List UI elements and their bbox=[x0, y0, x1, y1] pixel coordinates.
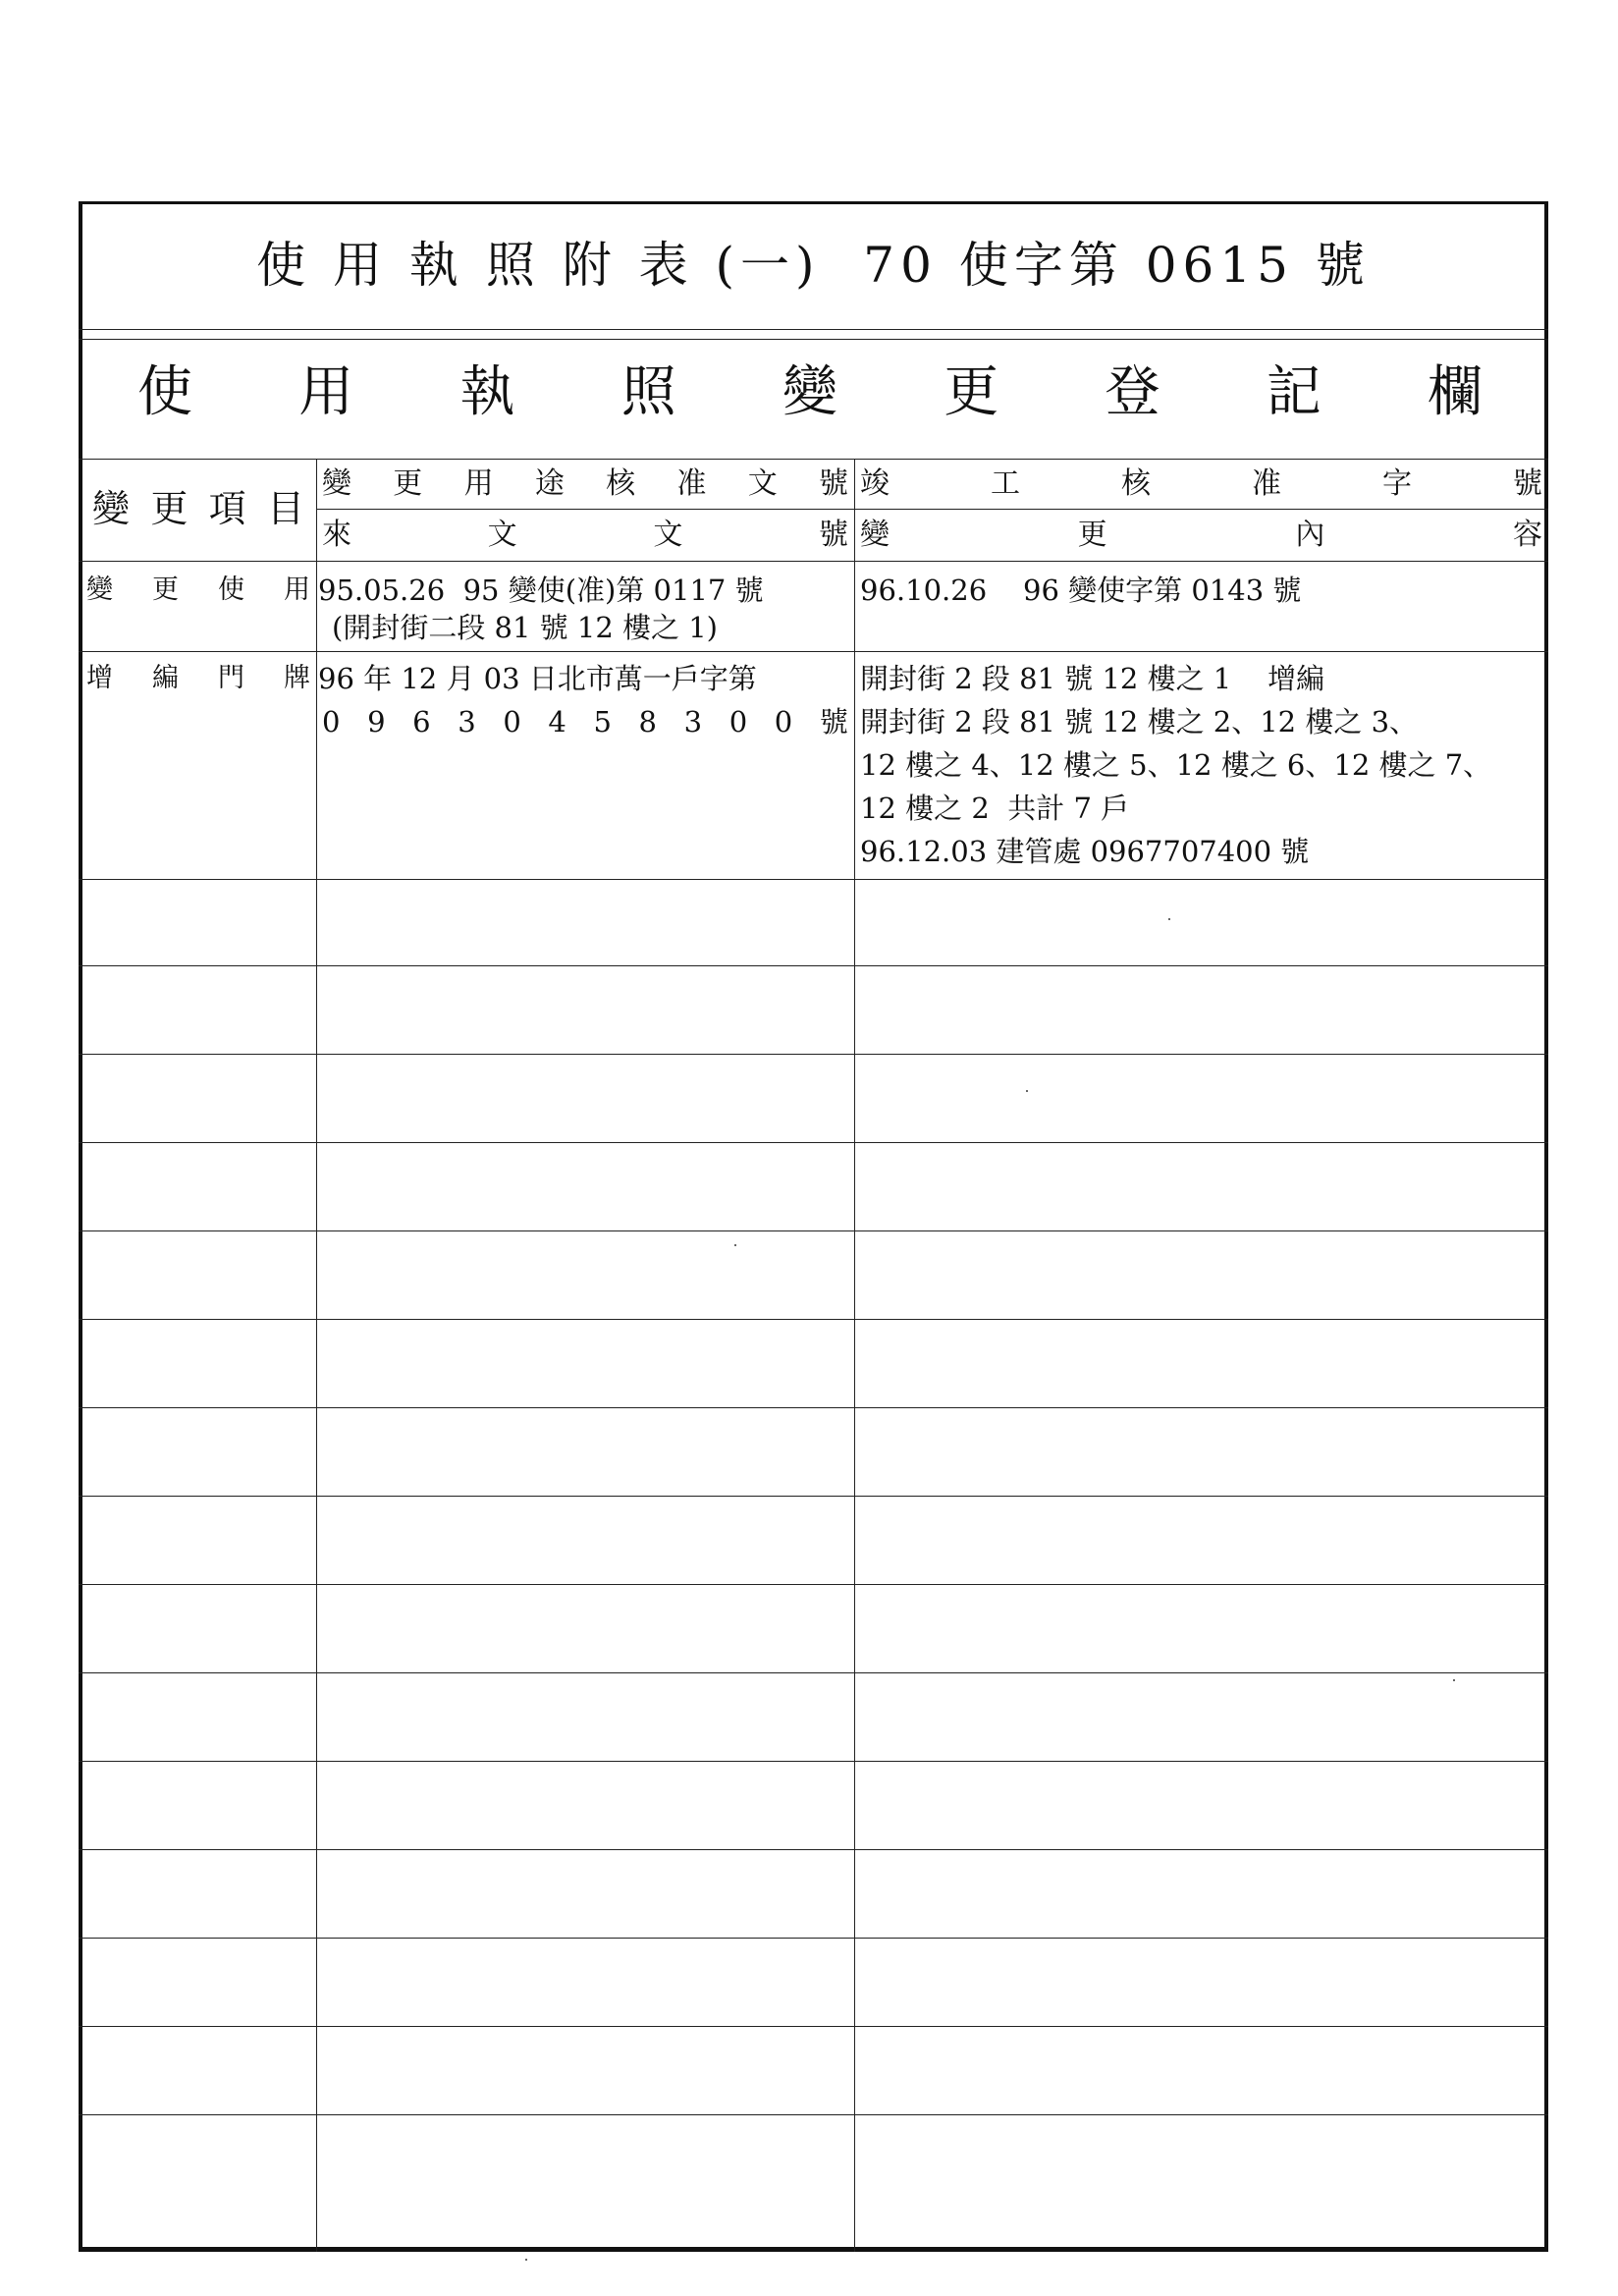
item-char: 變 bbox=[86, 574, 113, 605]
header-char: 文 bbox=[747, 466, 778, 501]
doc-digit: 5 bbox=[593, 705, 612, 738]
doc-digit: 3 bbox=[683, 705, 703, 738]
form-title: 使 用 執 照 附 表 (一) 70 使字第 0615 號 bbox=[256, 237, 1371, 294]
header-char: 更 bbox=[393, 466, 423, 501]
header-char: 內 bbox=[1295, 518, 1325, 552]
item-char: 用 bbox=[284, 574, 310, 605]
divider-blank-11 bbox=[79, 1849, 1548, 1850]
section-title-char: 照 bbox=[620, 360, 676, 424]
doc-digit: 4 bbox=[548, 705, 566, 738]
column-divider-left bbox=[316, 459, 317, 2252]
divider-blank-3 bbox=[79, 1142, 1548, 1143]
header-completion-approval-no bbox=[860, 463, 1542, 506]
scan-speck bbox=[525, 2259, 527, 2261]
header-char: 字 bbox=[1382, 466, 1412, 501]
scan-speck bbox=[1026, 1090, 1028, 1092]
header-char: 工 bbox=[991, 466, 1020, 501]
row-1-item bbox=[86, 569, 310, 612]
divider-blank-2 bbox=[79, 1054, 1548, 1055]
divider-blank-4 bbox=[79, 1230, 1548, 1231]
header-char: 目 bbox=[266, 487, 304, 530]
row-2-content-line-2: 開封街 2 段 81 號 12 樓之 2、12 樓之 3、 bbox=[860, 705, 1419, 738]
header-char: 竣 bbox=[860, 466, 890, 501]
row-2-content-line-5: 96.12.03 建管處 0967707400 號 bbox=[860, 835, 1310, 868]
section-title-char: 更 bbox=[944, 360, 999, 424]
divider-blank-8 bbox=[79, 1584, 1548, 1585]
doc-digit: 9 bbox=[367, 705, 386, 738]
header-char: 變 bbox=[322, 466, 351, 501]
doc-digit: 6 bbox=[412, 705, 431, 738]
divider-title bbox=[79, 329, 1548, 330]
divider-header-bottom bbox=[79, 561, 1548, 562]
scan-speck bbox=[734, 1244, 736, 1246]
header-char: 來 bbox=[322, 518, 351, 552]
row-1-content-line: 96.10.26 96 變使字第 0143 號 bbox=[860, 574, 1302, 607]
item-char: 更 bbox=[152, 574, 179, 605]
divider-row-1 bbox=[79, 651, 1548, 652]
divider-blank-7 bbox=[79, 1496, 1548, 1497]
doc-digit: 0 bbox=[728, 705, 748, 738]
header-incoming-doc-no bbox=[322, 514, 848, 557]
header-char: 號 bbox=[818, 466, 848, 501]
divider-blank-1 bbox=[79, 965, 1548, 966]
divider-blank-13 bbox=[79, 2026, 1548, 2027]
section-title-char: 記 bbox=[1266, 360, 1321, 424]
header-char: 途 bbox=[534, 466, 565, 501]
scan-speck bbox=[1168, 918, 1170, 920]
header-char: 文 bbox=[653, 518, 683, 552]
header-char: 號 bbox=[1513, 466, 1542, 501]
section-title bbox=[137, 349, 1483, 427]
header-char: 准 bbox=[1252, 466, 1281, 501]
doc-digit: 3 bbox=[458, 705, 476, 738]
header-approval-doc-no bbox=[322, 463, 848, 506]
header-char: 號 bbox=[818, 518, 848, 552]
header-char: 變 bbox=[92, 487, 131, 530]
row-1-doc-line-1: 95.05.26 95 變使(准)第 0117 號 bbox=[318, 574, 764, 607]
section-title-char: 執 bbox=[459, 360, 515, 424]
header-char: 更 bbox=[150, 487, 189, 530]
header-char: 項 bbox=[208, 487, 246, 530]
doc-digit: 0 bbox=[322, 705, 341, 738]
header-char: 用 bbox=[463, 466, 494, 501]
registration-form bbox=[79, 201, 1548, 2252]
row-2-content-line-3: 12 樓之 4、12 樓之 5、12 樓之 6、12 樓之 7、 bbox=[860, 748, 1492, 782]
header-char: 准 bbox=[676, 466, 707, 501]
row-2-content-line-4: 12 樓之 2 共計 7 戶 bbox=[860, 792, 1130, 825]
section-title-char: 登 bbox=[1105, 360, 1160, 424]
section-title-char: 變 bbox=[782, 360, 837, 424]
column-divider-right bbox=[854, 459, 855, 2252]
doc-digit: 號 bbox=[819, 705, 848, 738]
divider-section bbox=[79, 459, 1548, 460]
section-title-char: 使 bbox=[137, 360, 192, 424]
header-char: 核 bbox=[1121, 466, 1151, 501]
row-2-doc-number bbox=[322, 700, 848, 743]
divider-blank-5 bbox=[79, 1319, 1548, 1320]
row-1-doc-line-2: (開封街二段 81 號 12 樓之 1) bbox=[332, 611, 718, 644]
doc-digit: 0 bbox=[774, 705, 793, 738]
header-change-item bbox=[92, 487, 304, 530]
item-char: 牌 bbox=[284, 663, 310, 693]
item-char: 使 bbox=[218, 574, 244, 605]
header-char: 文 bbox=[487, 518, 517, 552]
divider-blank-9 bbox=[79, 1672, 1548, 1673]
divider-blank-12 bbox=[79, 1938, 1548, 1939]
header-change-content bbox=[860, 514, 1542, 557]
doc-digit: 0 bbox=[503, 705, 521, 738]
scan-speck bbox=[1453, 1679, 1455, 1681]
item-char: 門 bbox=[218, 663, 244, 693]
header-char: 核 bbox=[606, 466, 636, 501]
divider-blank-10 bbox=[79, 1761, 1548, 1762]
row-2-doc-line-1: 96 年 12 月 03 日北市萬一戶字第 bbox=[318, 662, 757, 695]
section-title-char: 欄 bbox=[1428, 360, 1483, 424]
divider-title-double bbox=[79, 339, 1548, 340]
header-char: 更 bbox=[1077, 518, 1107, 552]
header-char: 容 bbox=[1512, 518, 1542, 552]
doc-digit: 8 bbox=[638, 705, 657, 738]
item-char: 編 bbox=[152, 663, 179, 693]
header-char: 變 bbox=[860, 518, 890, 552]
row-2-item bbox=[86, 657, 310, 700]
divider-blank-6 bbox=[79, 1407, 1548, 1408]
section-title-char: 用 bbox=[298, 360, 354, 424]
row-2-content-line-1: 開封街 2 段 81 號 12 樓之 1 增編 bbox=[860, 662, 1325, 695]
divider-blank-14 bbox=[79, 2114, 1548, 2115]
divider-row-2 bbox=[79, 879, 1548, 880]
item-char: 增 bbox=[86, 663, 113, 693]
divider-header-mid bbox=[316, 509, 1548, 510]
